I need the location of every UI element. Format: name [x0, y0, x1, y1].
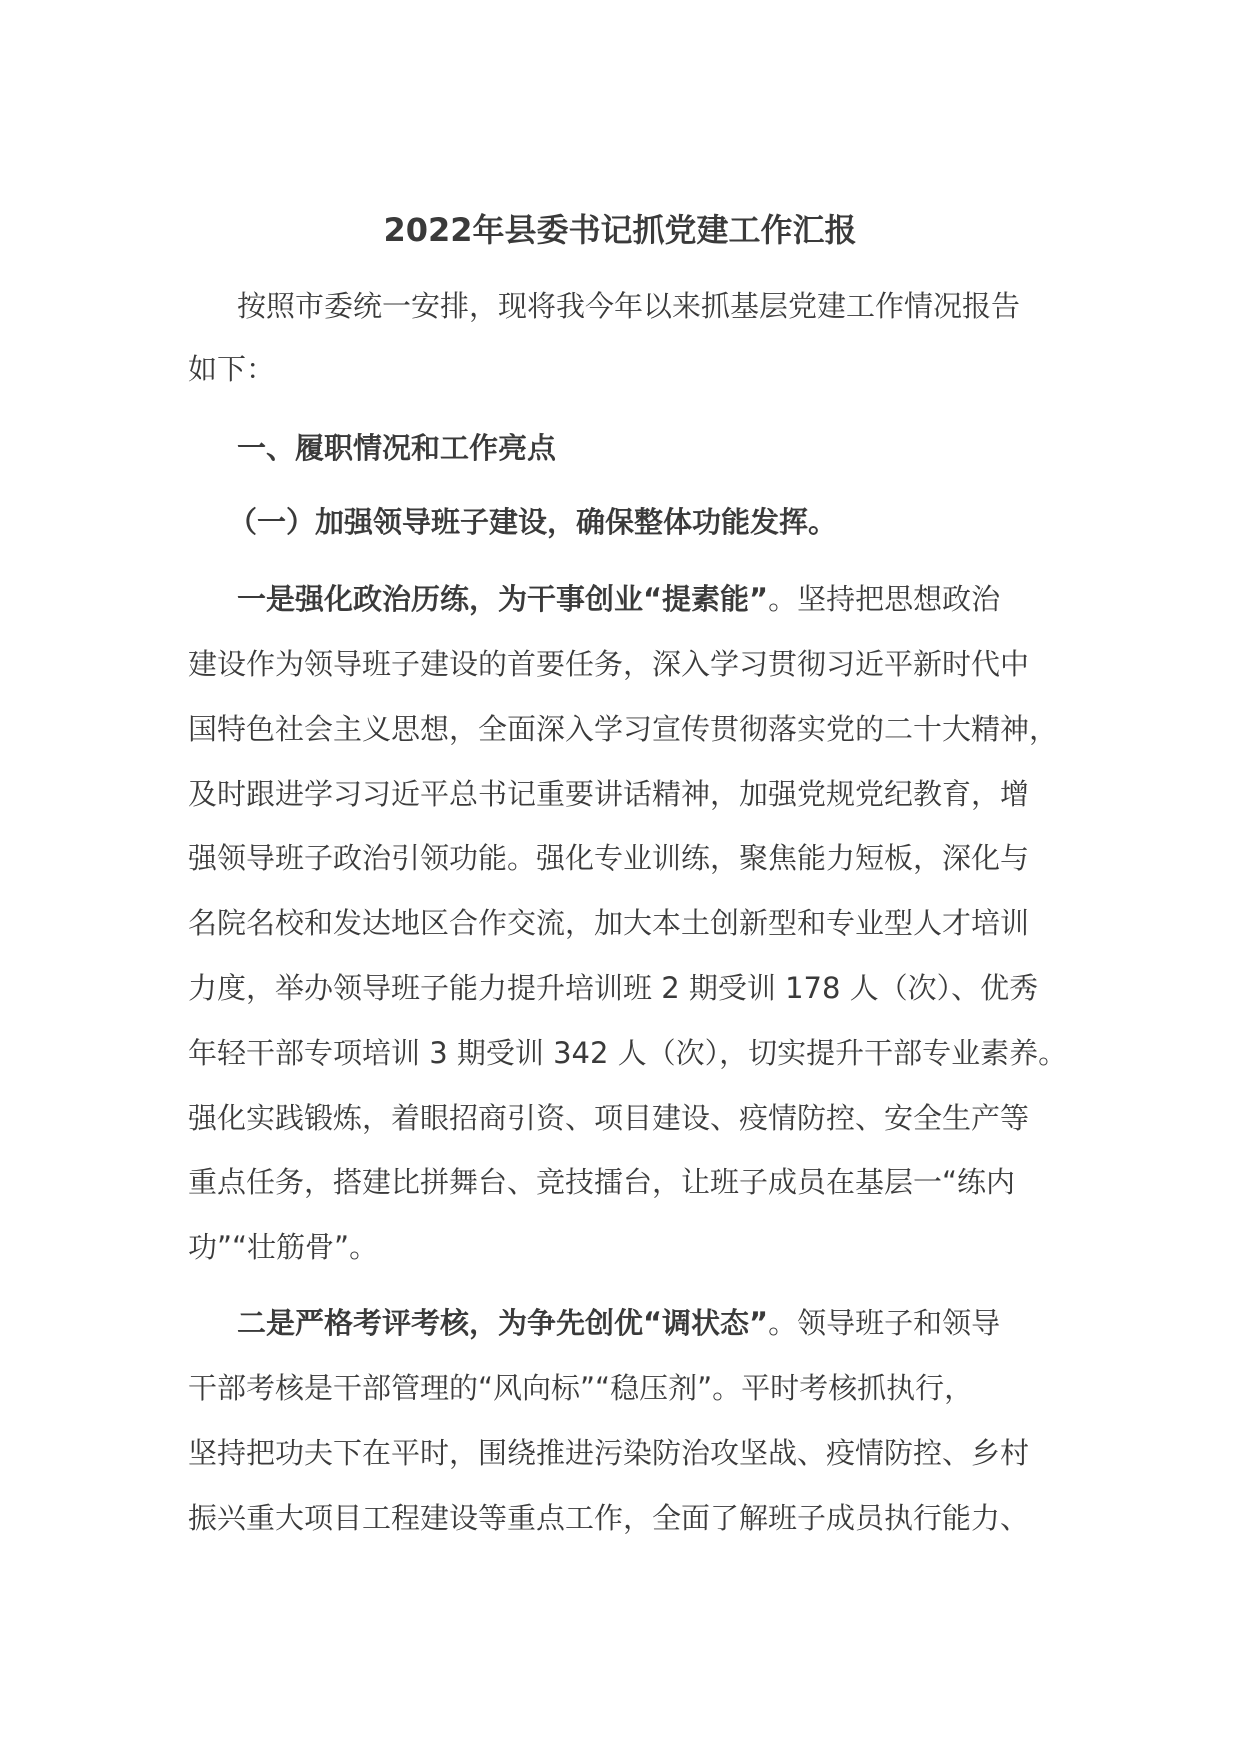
- para2-line: 振兴重大项目工程建设等重点工作，全面了解班子成员执行能力、: [188, 1500, 1030, 1535]
- para1-line: 功”“壮筋骨”。: [188, 1230, 379, 1265]
- para1-line: 力度，举办领导班子能力提升培训班 2 期受训 178 人（次）、优秀: [188, 971, 1039, 1005]
- para1-line: 及时跟进学习习近平总书记重要讲话精神，加强党规党纪教育，增: [188, 776, 1030, 811]
- para2-line: 坚持把功夫下在平时，围绕推进污染防治攻坚战、疫情防控、乡村: [188, 1435, 1030, 1470]
- section-heading: 一、履职情况和工作亮点: [237, 431, 557, 465]
- para1-first-line: [237, 579, 1000, 619]
- para2-first-rest: 。领导班子和领导: [768, 1306, 1001, 1340]
- para1-lead: 一是强化政治历练，为干事创业“提素能”: [237, 582, 769, 616]
- subsection-heading: （一）加强领导班子建设，确保整体功能发挥。: [228, 505, 838, 539]
- para1-first-rest: 。坚持把思想政治: [768, 582, 1001, 616]
- para1-line: 强领导班子政治引领功能。强化专业训练，聚焦能力短板，深化与: [188, 841, 1030, 876]
- para1-line: 名院名校和发达地区合作交流，加大本土创新型和专业型人才培训: [188, 906, 1030, 941]
- para1-line: 强化实践锻炼，着眼招商引资、项目建设、疫情防控、安全生产等: [188, 1100, 1030, 1135]
- para2-line: 干部考核是干部管理的“风向标”“稳压剂”。平时考核抓执行，: [188, 1371, 974, 1405]
- para1-line: 年轻干部专项培训 3 期受训 342 人（次），切实提升干部专业素养。: [188, 1035, 1068, 1070]
- para2-first-line: [237, 1303, 1000, 1343]
- para1-line: 国特色社会主义思想，全面深入学习宣传贯彻落实党的二十大精神，: [188, 711, 1059, 746]
- para1-line: 重点任务，搭建比拼舞台、竞技擂台，让班子成员在基层一“练内: [188, 1165, 1016, 1200]
- intro-line-2: 如下：: [188, 352, 276, 386]
- para2-lead: 二是严格考评考核，为争先创优“调状态”: [237, 1306, 769, 1340]
- document-title: 2022年县委书记抓党建工作汇报: [383, 211, 857, 249]
- para1-line: 建设作为领导班子建设的首要任务，深入学习贯彻习近平新时代中: [188, 647, 1030, 681]
- intro-line-1: 按照市委统一安排，现将我今年以来抓基层党建工作情况报告: [237, 289, 1021, 323]
